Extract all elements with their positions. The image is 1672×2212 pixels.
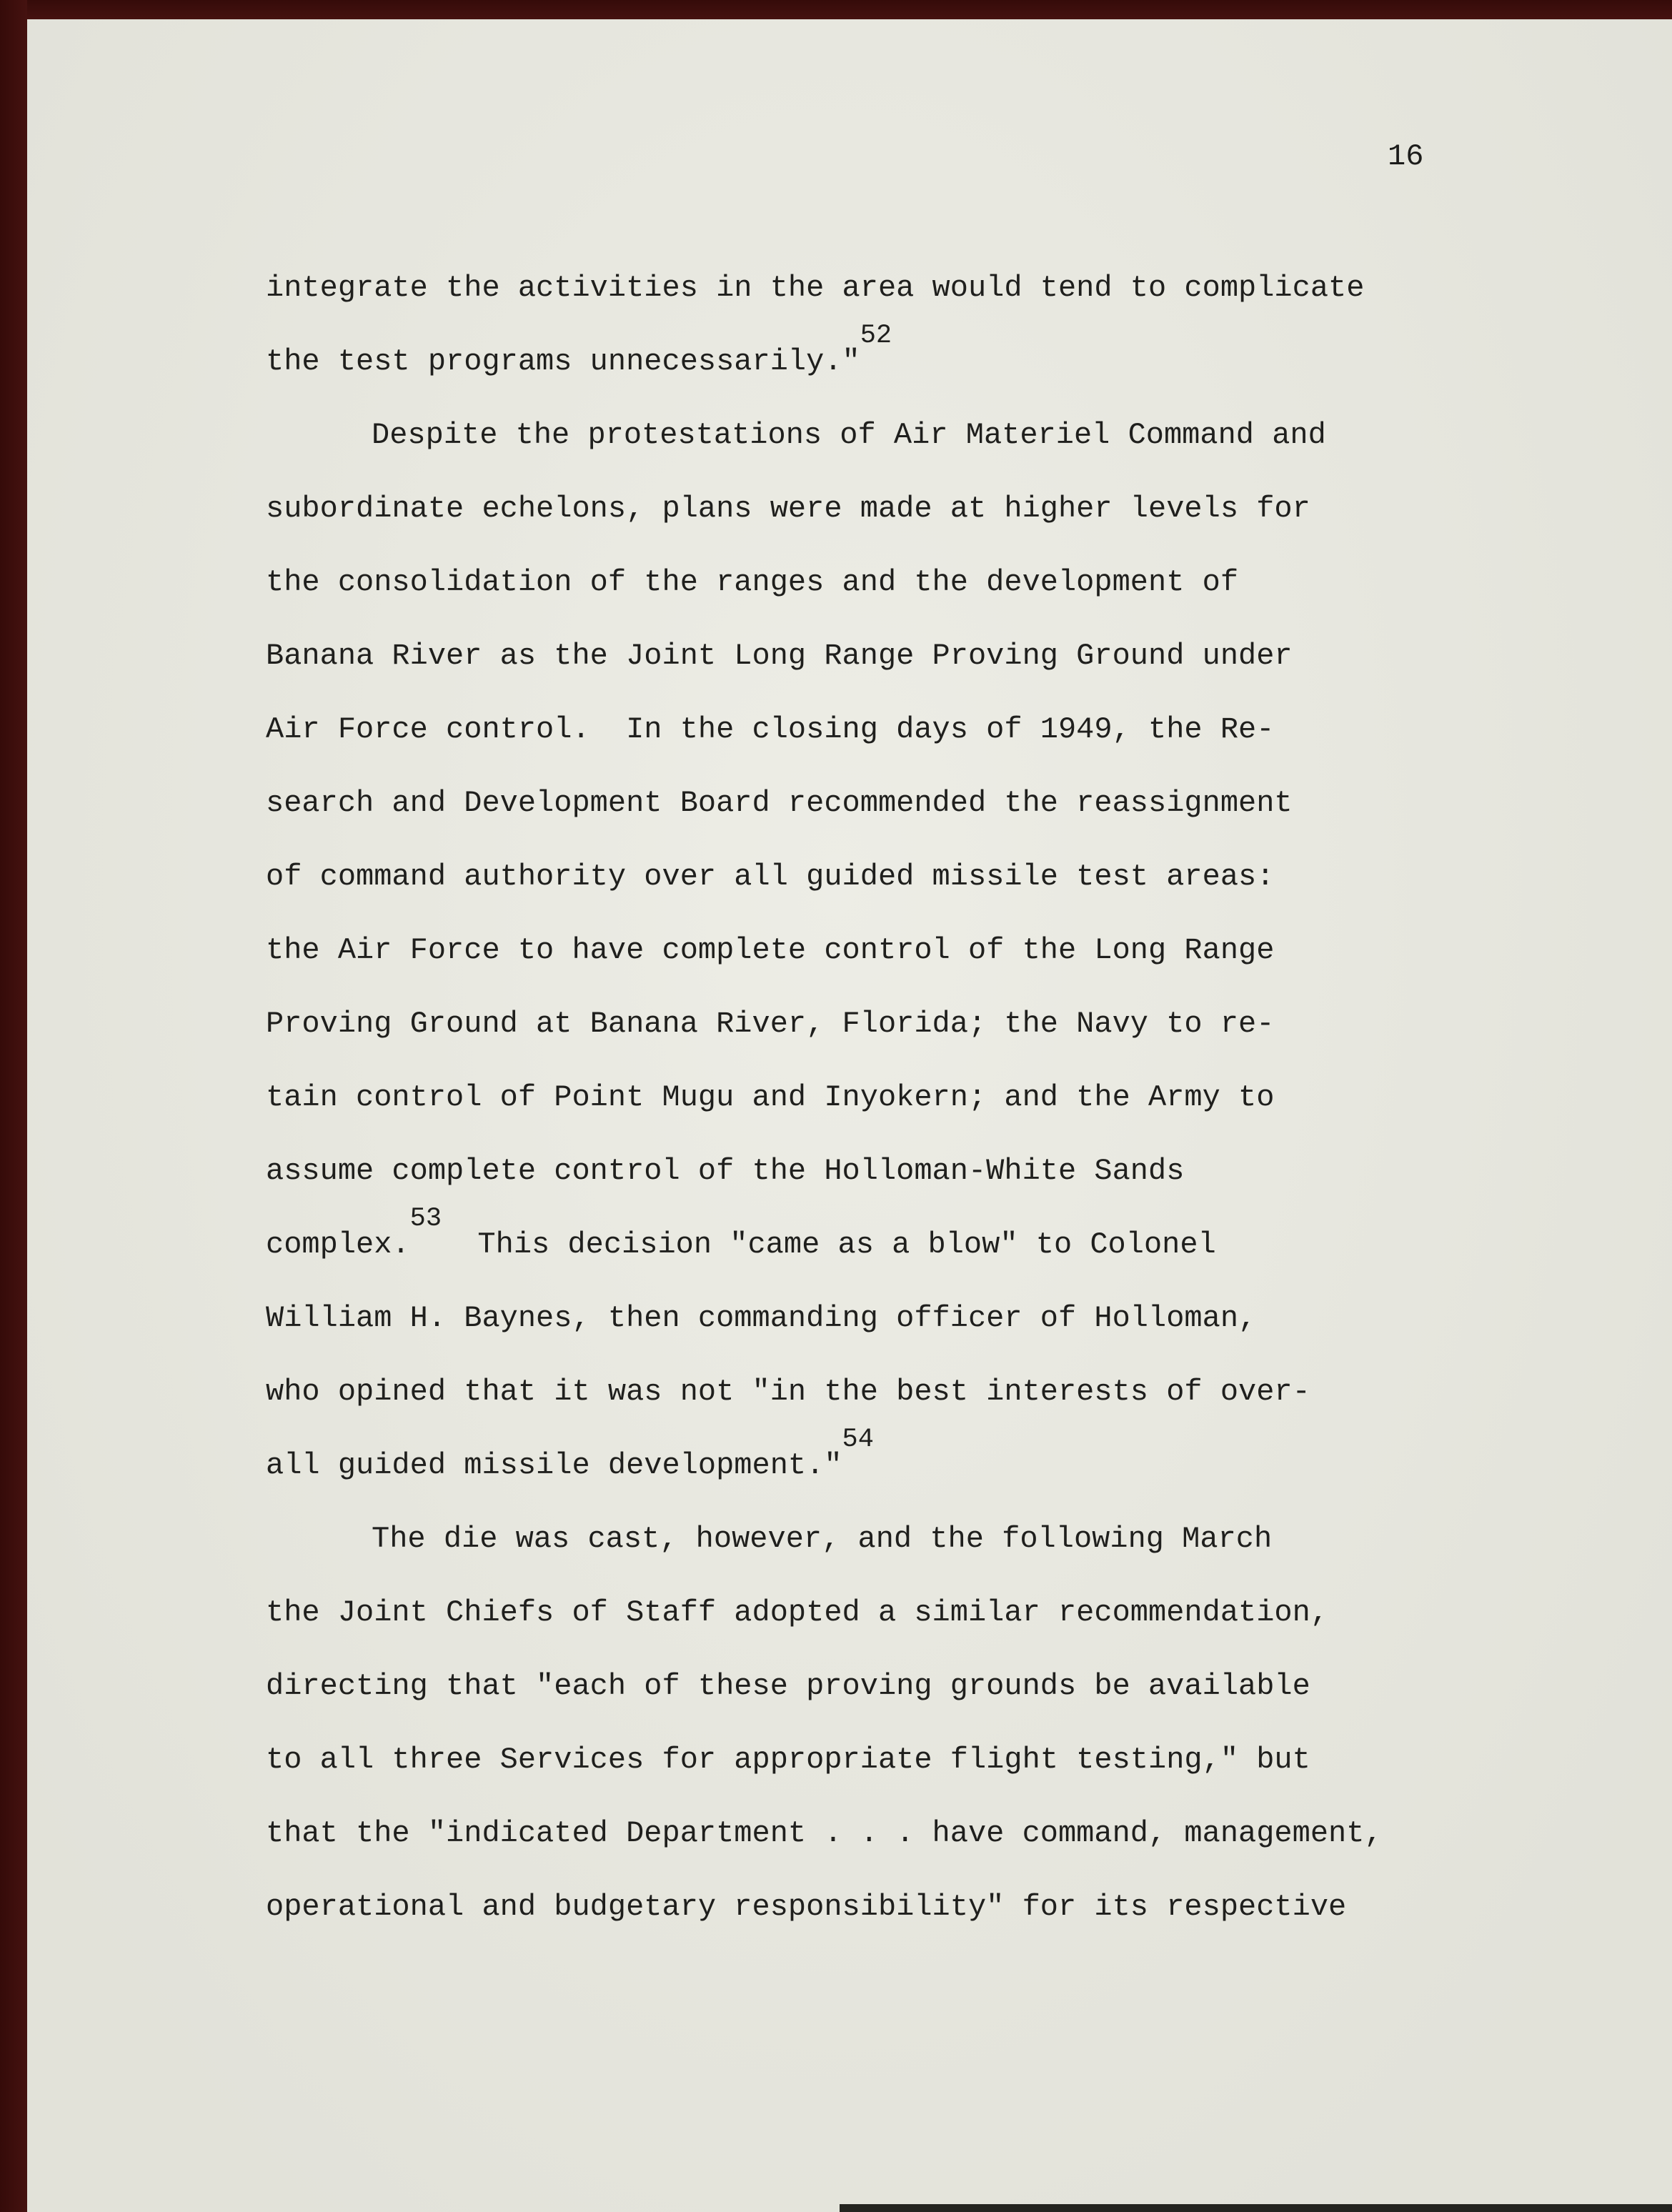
line-text: that the "indicated Department . . . have command, management,: [266, 1816, 1383, 1850]
text-line: [266, 251, 1495, 325]
footnote-reference: 52: [860, 321, 892, 352]
text-line: [266, 1870, 1495, 1944]
text-line: [266, 546, 1495, 619]
line-text: Air Force control. In the closing days of 1949, the Re-: [266, 712, 1275, 747]
binding-edge-left: [0, 0, 27, 2212]
line-text: directing that "each of these proving grounds be available: [266, 1669, 1310, 1703]
line-text: William H. Baynes, then commanding officer of Holloman,: [266, 1301, 1257, 1335]
line-text: This decision "came as a blow" to Colonel: [442, 1227, 1216, 1262]
text-line: [266, 767, 1495, 840]
text-line: [266, 914, 1495, 987]
text-line: [266, 1797, 1495, 1870]
line-text: who opined that it was not "in the best interests of over-: [266, 1375, 1310, 1409]
line-text: the Air Force to have complete control of the Long Range: [266, 933, 1275, 967]
line-text: the Joint Chiefs of Staff adopted a similar recommendation,: [266, 1595, 1329, 1630]
text-line: [266, 1425, 1495, 1503]
text-line: [266, 693, 1495, 767]
text-line: [266, 1355, 1495, 1429]
line-text: Banana River as the Joint Long Range Proving Ground under: [266, 639, 1293, 673]
line-text: complex.: [266, 1227, 410, 1262]
line-text: Despite the protestations of Air Materiel Command and: [372, 418, 1326, 452]
text-line: [266, 1282, 1495, 1355]
text-line: [266, 1723, 1495, 1797]
text-line: [266, 1503, 1495, 1576]
line-text: integrate the activities in the area would tend to complicate: [266, 271, 1365, 305]
text-line: [266, 1650, 1495, 1723]
line-text: tain control of Point Mugu and Inyokern; and the Army to: [266, 1080, 1275, 1115]
line-text: all guided missile development.": [266, 1448, 842, 1483]
line-text: operational and budgetary responsibility" for its respective: [266, 1890, 1347, 1924]
text-line: [266, 619, 1495, 693]
line-text: the test programs unnecessarily.": [266, 344, 860, 379]
text-line: [266, 1204, 1495, 1282]
text-line: [266, 472, 1495, 546]
line-text: subordinate echelons, plans were made at higher levels for: [266, 492, 1310, 526]
text-line: [266, 1061, 1495, 1135]
text-line: [266, 987, 1495, 1061]
line-text: search and Development Board recommended the reassignment: [266, 786, 1293, 820]
line-text: to all three Services for appropriate flight testing," but: [266, 1743, 1310, 1777]
text-line: [266, 321, 1495, 399]
text-line: [266, 1576, 1495, 1650]
line-text: assume complete control of the Holloman-White Sands: [266, 1154, 1185, 1188]
binding-edge-top: [0, 0, 1672, 19]
footnote-reference: 53: [409, 1204, 442, 1235]
text-line: [266, 840, 1495, 914]
line-text: of command authority over all guided missile test areas:: [266, 860, 1275, 894]
line-text: The die was cast, however, and the following March: [372, 1522, 1273, 1556]
text-line: [266, 1135, 1495, 1208]
line-text: the consolidation of the ranges and the development of: [266, 565, 1239, 599]
scan-edge-bottom: [840, 2204, 1672, 2212]
text-block: [266, 251, 1495, 1944]
page-number: 16: [1388, 139, 1424, 174]
line-text: Proving Ground at Banana River, Florida; the Navy to re-: [266, 1007, 1275, 1041]
text-line: [266, 399, 1495, 472]
footnote-reference: 54: [842, 1425, 874, 1455]
